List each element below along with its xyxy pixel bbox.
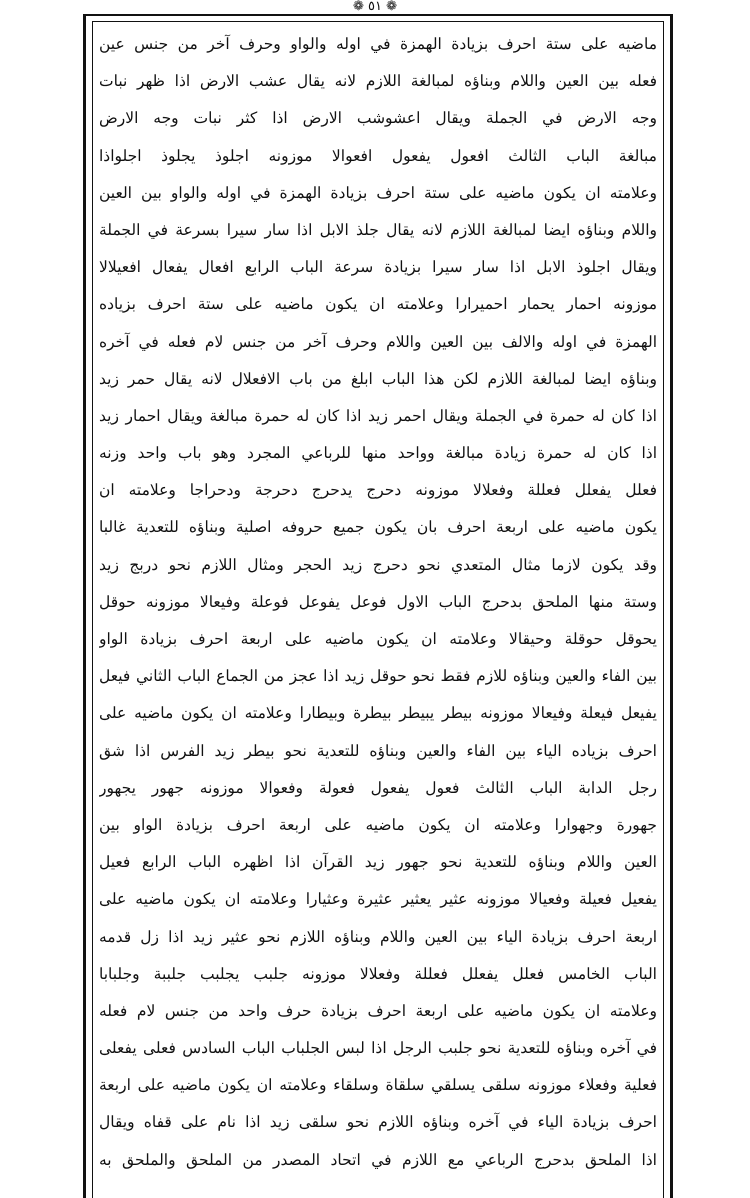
text-line: وقد يكون لازما مثال المتعدي نحو دحرج زيد الحجر ومثال اللازم نحو دربج زيد (99, 555, 657, 574)
text-line: وبناؤه ايضا لمبالغة اللازم لكن هذا الباب ابلغ من باب الافعلال لانه يقال حمر زيد (99, 369, 657, 388)
text-line: يحوقل حوقلة وحيقالا وعلامته ان يكون ماضيه على اربعة احرف بزيادة الواو (99, 630, 657, 648)
text-line: موزونه احمار يحمار احميرارا وعلامته ان يكون ماضيه على ستة احرف بزياده (99, 295, 657, 314)
text-line: بين الفاء والعين وبناؤه للازم فقط نحو حوقل زيد اذا عجز من الجماع الباب الثاني فيعل (99, 667, 657, 686)
text-line: رجل الدابة الباب الثالث فعول يفعول فعولة وفعوالا موزونه جهور يجهور (99, 778, 657, 797)
page-number: ❁ ٥١ ❁ (352, 0, 398, 14)
page-border-inner (92, 21, 664, 1198)
text-line: ماضيه على ستة احرف بزيادة الهمزة في اوله والواو وحرف آخر من جنس عين (99, 35, 657, 53)
text-line: الباب الخامس فعلل يفعلل فعللة وفعلالا موزونه جلبب يجلبب جلببة وجلبابا (99, 964, 657, 983)
text-line: واللام وبناؤه ايضا لمبالغة اللازم لانه يقال جلذ الابل اذا سار سيرا بسرعة في الجملة (99, 220, 657, 239)
text-line: احرف بزيادة الياء في آخره وبناؤه اللازم نحو سلقى زيد اذا نام على قفاه ويقال (99, 1113, 657, 1132)
page-border-outer (83, 14, 673, 1198)
text-line: اذا كان له حمرة زيادة مبالغة وواحد منها للرباعي المجرد وهو باب واحد وزنه (99, 444, 657, 463)
text-line: احرف بزياده الياء بين الفاء والعين وبناؤه للتعدية نحو بيطر زيد الفرس اذا شق (99, 741, 657, 760)
text-line: فعلل يفعلل فعللة وفعلالا موزونه دحرج يدحرج دحرجة ودحراجا وعلامته ان (99, 481, 657, 500)
text-line: يفعيل فعيلة وفعيالا موزونه عثير يعثير عثيرة وعثيارا وعلامته ان يكون ماضيه على (99, 890, 657, 909)
text-line: الهمزة في اوله والالف بين العين واللام وحرف آخر من جنس لام فعله في آخره (99, 332, 657, 351)
text-line: جهورة وجهوارا وعلامته ان يكون ماضيه على اربعة احرف بزيادة الواو بين (99, 815, 657, 834)
text-line: العين واللام وبناؤه للتعدية نحو جهور زيد القرآن اذا اظهره الباب الرابع فعيل (99, 853, 657, 872)
text-line: في آخره وبناؤه للتعدية نحو جلبب الرجل اذا لبس الجلباب الباب السادس فعلى يفعلى (99, 1039, 657, 1058)
text-line: وعلامته ان يكون ماضيه على اربعة احرف بزيادة حرف واحد من جنس لام فعله (99, 1001, 657, 1020)
text-line: ويقال اجلوذ الابل اذا سار سيرا بزيادة سرعة الباب الرابع افعال يفعال افعيلالا (99, 258, 657, 277)
text-line: وستة منها الملحق بدحرج الباب الاول فوعل يفوعل فوعلة وفيعالا موزونه حوقل (99, 592, 657, 611)
text-line: فعلية وفعلاء موزونه سلقى يسلقي سلقاة وسلقاء وعلامته ان يكون ماضيه على اربعة (99, 1076, 657, 1095)
arabic-text-block (93, 22, 663, 1179)
text-line: يكون ماضيه على اربعة احرف بان يكون جميع حروفه اصلية وبناؤه للتعدية غالبا (99, 518, 657, 537)
text-line: وجه الارض في الجملة ويقال اعشوشب الارض اذا كثر نبات وجه الارض (99, 109, 657, 128)
text-line: يفيعل فيعلة وفيعالا موزونه بيطر يبيطر بيطرة وبيطارا وعلامته ان يكون ماضيه على (99, 704, 657, 723)
text-line: وعلامته ان يكون ماضيه على ستة احرف بزيادة الهمزة في اوله والواو بين العين (99, 183, 657, 202)
text-line: اذا كان له حمرة في الجملة ويقال احمر زيد اذا كان له حمرة مبالغة ويقال احمار زيد (99, 406, 657, 425)
text-line: فعله بين العين واللام وبناؤه لمبالغة اللازم لانه يقال عشب الارض اذا ظهر نبات (99, 72, 657, 91)
text-line: اذا الملحق بدحرج الرباعي مع اللازم في اتحاد المصدر من الملحق والملحق به (99, 1150, 657, 1169)
text-line: اربعة احرف بزيادة الياء بين العين واللام وبناؤه اللازم نحو عثير زيد اذا زل قدمه (99, 927, 657, 946)
text-line: مبالغة الباب الثالث افعول يفعول افعوالا موزونه اجلوذ يجلوذ اجلواذا (99, 146, 657, 165)
